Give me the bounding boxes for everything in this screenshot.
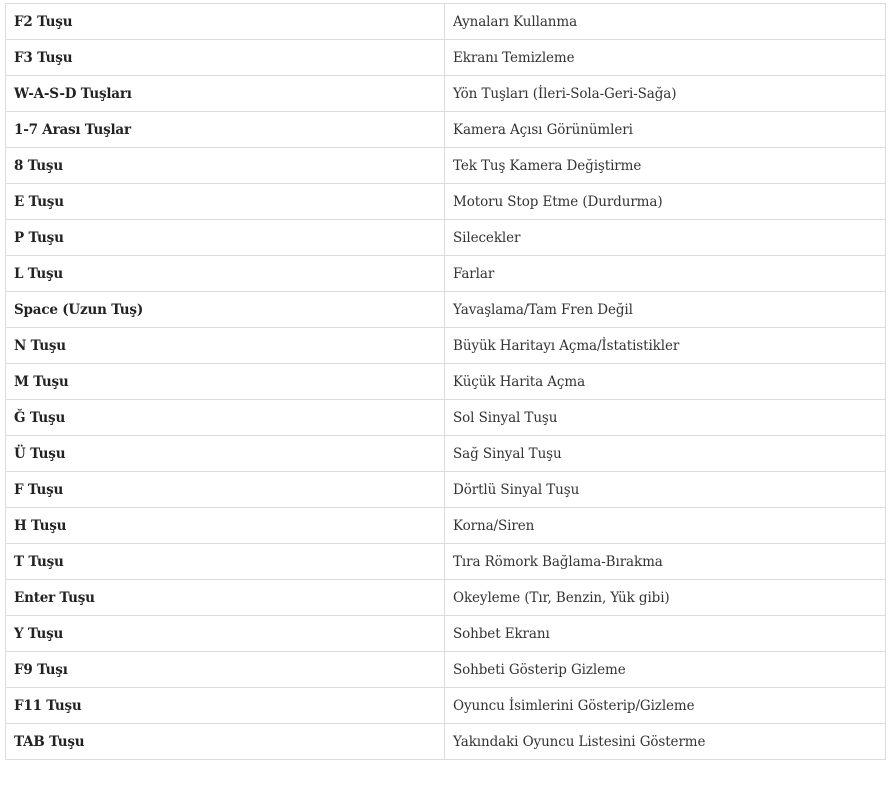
key-cell: F3 Tuşu <box>6 40 445 76</box>
key-cell: 1-7 Arası Tuşlar <box>6 112 445 148</box>
action-cell: Sol Sinyal Tuşu <box>445 400 886 436</box>
action-cell: Tıra Römork Bağlama-Bırakma <box>445 544 886 580</box>
table-row <box>6 256 886 292</box>
key-cell: M Tuşu <box>6 364 445 400</box>
keybindings-table-container <box>5 3 885 760</box>
action-cell: Küçük Harita Açma <box>445 364 886 400</box>
action-cell: Motoru Stop Etme (Durdurma) <box>445 184 886 220</box>
key-cell: T Tuşu <box>6 544 445 580</box>
keybindings-table-body <box>6 4 886 760</box>
table-row <box>6 4 886 40</box>
action-cell: Sohbeti Gösterip Gizleme <box>445 652 886 688</box>
table-row <box>6 580 886 616</box>
table-row <box>6 364 886 400</box>
action-cell: Kamera Açısı Görünümleri <box>445 112 886 148</box>
table-row <box>6 724 886 760</box>
action-cell: Aynaları Kullanma <box>445 4 886 40</box>
key-cell: F Tuşu <box>6 472 445 508</box>
action-cell: Korna/Siren <box>445 508 886 544</box>
key-cell: Y Tuşu <box>6 616 445 652</box>
key-cell: P Tuşu <box>6 220 445 256</box>
table-row <box>6 688 886 724</box>
key-cell: E Tuşu <box>6 184 445 220</box>
action-cell: Silecekler <box>445 220 886 256</box>
key-cell: F11 Tuşu <box>6 688 445 724</box>
table-row <box>6 40 886 76</box>
action-cell: Yön Tuşları (İleri-Sola-Geri-Sağa) <box>445 76 886 112</box>
key-cell: TAB Tuşu <box>6 724 445 760</box>
action-cell: Büyük Haritayı Açma/İstatistikler <box>445 328 886 364</box>
table-row <box>6 616 886 652</box>
key-cell: 8 Tuşu <box>6 148 445 184</box>
action-cell: Farlar <box>445 256 886 292</box>
key-cell: Ğ Tuşu <box>6 400 445 436</box>
action-cell: Dörtlü Sinyal Tuşu <box>445 472 886 508</box>
table-row <box>6 184 886 220</box>
key-cell: L Tuşu <box>6 256 445 292</box>
action-cell: Yakındaki Oyuncu Listesini Gösterme <box>445 724 886 760</box>
action-cell: Oyuncu İsimlerini Gösterip/Gizleme <box>445 688 886 724</box>
action-cell: Tek Tuş Kamera Değiştirme <box>445 148 886 184</box>
table-row <box>6 436 886 472</box>
action-cell: Ekranı Temizleme <box>445 40 886 76</box>
action-cell: Sağ Sinyal Tuşu <box>445 436 886 472</box>
key-cell: F2 Tuşu <box>6 4 445 40</box>
action-cell: Sohbet Ekranı <box>445 616 886 652</box>
action-cell: Yavaşlama/Tam Fren Değil <box>445 292 886 328</box>
table-row <box>6 652 886 688</box>
action-cell: Okeyleme (Tır, Benzin, Yük gibi) <box>445 580 886 616</box>
key-cell: N Tuşu <box>6 328 445 364</box>
table-row <box>6 220 886 256</box>
table-row <box>6 292 886 328</box>
table-row <box>6 400 886 436</box>
key-cell: F9 Tuşı <box>6 652 445 688</box>
table-row <box>6 76 886 112</box>
table-row <box>6 148 886 184</box>
table-row <box>6 112 886 148</box>
table-row <box>6 472 886 508</box>
key-cell: H Tuşu <box>6 508 445 544</box>
table-row <box>6 328 886 364</box>
key-cell: Enter Tuşu <box>6 580 445 616</box>
key-cell: Ü Tuşu <box>6 436 445 472</box>
table-row <box>6 544 886 580</box>
table-row <box>6 508 886 544</box>
key-cell: Space (Uzun Tuş) <box>6 292 445 328</box>
keybindings-table <box>5 3 886 760</box>
key-cell: W-A-S-D Tuşları <box>6 76 445 112</box>
